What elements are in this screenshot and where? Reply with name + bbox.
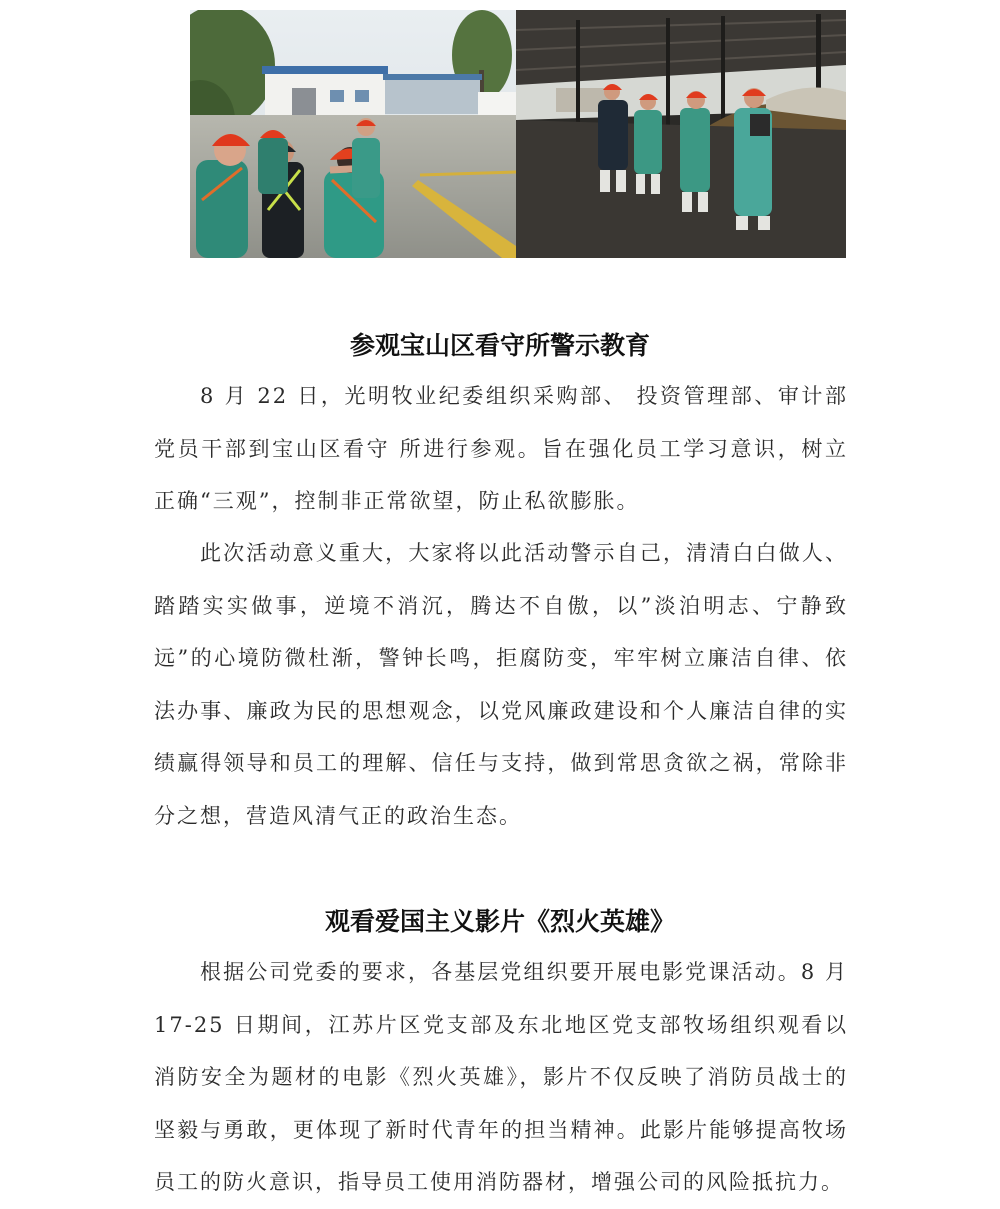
paragraph-visit-significance: 此次活动意义重大，大家将以此活动警示自己，清清白白做人、踏踏实实做事，逆境不消沉，腾达不自傲，以”淡泊明志、宁静致远”的心境防微杜渐，警钟长鸣，拒腐防变，牢牢树立廉洁自律、依法办事、廉政为民的思想观念，以党风廉政建设和个人廉洁自律的实绩赢得领导和员工的理解、信任与支持，做到常思贪欲之祸，常除非分之想，营造风清气正的政治生态。 xyxy=(154,541,848,828)
section-title-baoshan-visit: 参观宝山区看守所警示教育 xyxy=(349,331,650,360)
site-visit-photo xyxy=(190,10,516,258)
section-title-film-viewing: 观看爱国主义影片《烈火英雄》 xyxy=(324,907,675,936)
barn-inspection-image xyxy=(516,10,846,258)
barn-inspection-photo xyxy=(516,10,846,258)
paragraph-visit-intro: 8 月 22 日，光明牧业纪委组织采购部、 投资管理部、审计部党员干部到宝山区看守 所进行参观。旨在强化员工学习意识，树立 正确“三观”，控制非正常欲望，防止私欲膨胀。 xyxy=(154,384,848,513)
photo-strip xyxy=(190,10,846,258)
outdoor-site-visit-image xyxy=(190,10,516,258)
paragraph-film-viewing: 根据公司党委的要求，各基层党组织要开展电影党课活动。8 月 17-25 日期间，江苏片区党支部及东北地区党支部牧场组织观看以消防安全为题材的电影《烈火英雄》，影片不仅反映了消防员战士的坚毅与勇敢，更体现了新时代青年的担当精神。此影片能够提高牧场员工的防火意识，指导员工使用消防器材，增强公司的风险抵抗力。 xyxy=(154,960,848,1194)
